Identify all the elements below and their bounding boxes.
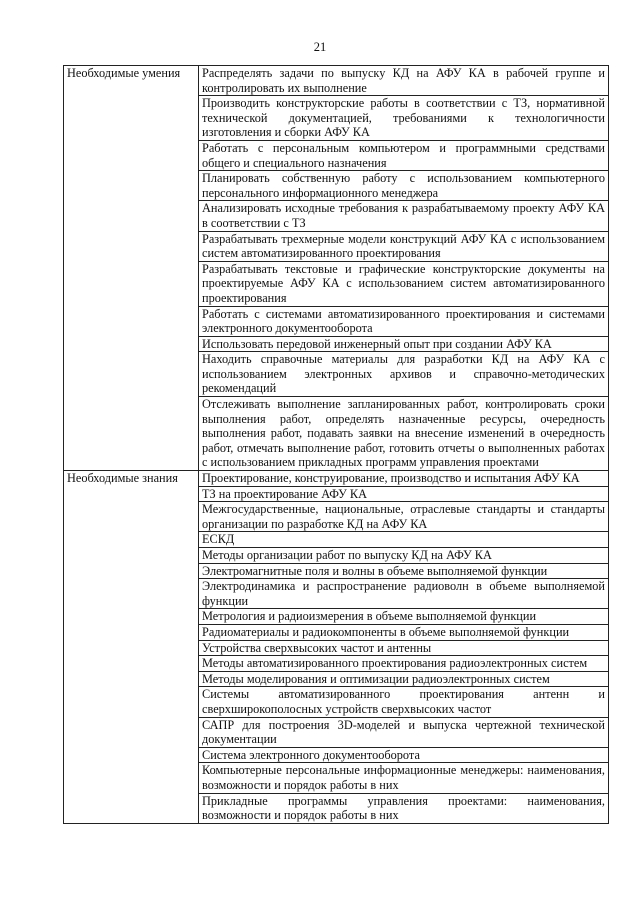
requirement-item: Работать с системами автоматизированного проектирования и системами электронного документооборота	[199, 306, 609, 336]
requirement-item: Электромагнитные поля и волны в объеме выполняемой функции	[199, 563, 609, 579]
section-label: Необходимые знания	[64, 471, 199, 824]
requirement-item: Системы автоматизированного проектирования антенн и сверхширокополосных устройств сверхвысоких частот	[199, 687, 609, 717]
section-label: Необходимые умения	[64, 66, 199, 471]
requirement-item: Межгосударственные, национальные, отраслевые стандарты и стандарты организации по разработке КД на АФУ КА	[199, 502, 609, 532]
requirement-item: Методы моделирования и оптимизации радиоэлектронных систем	[199, 671, 609, 687]
requirement-item: Распределять задачи по выпуску КД на АФУ КА в рабочей группе и контролировать их выполнение	[199, 66, 609, 96]
page-number: 21	[313, 40, 327, 54]
requirement-item: Радиоматериалы и радиокомпоненты в объеме выполняемой функции	[199, 624, 609, 640]
requirement-item: Методы организации работ по выпуску КД на АФУ КА	[199, 548, 609, 564]
requirement-item: Разрабатывать текстовые и графические конструкторские документы на проектируемые АФУ КА с использованием систем автоматизированного проектирования	[199, 261, 609, 306]
requirement-item: Использовать передовой инженерный опыт при создании АФУ КА	[199, 336, 609, 352]
requirement-item: Разрабатывать трехмерные модели конструкций АФУ КА с использованием систем автоматизированного проектирования	[199, 231, 609, 261]
requirement-item: Компьютерные персональные информационные менеджеры: наименования, возможности и порядок работы в них	[199, 763, 609, 793]
requirement-item: Метрология и радиоизмерения в объеме выполняемой функции	[199, 609, 609, 625]
requirement-item: Находить справочные материалы для разработки КД на АФУ КА с использованием электронных архивов и справочно-методических рекомендаций	[199, 352, 609, 397]
requirement-item: Устройства сверхвысоких частот и антенны	[199, 640, 609, 656]
requirement-item: Электродинамика и распространение радиоволн в объеме выполняемой функции	[199, 579, 609, 609]
requirement-item: Анализировать исходные требования к разрабатываемому проекту АФУ КА в соответствии с ТЗ	[199, 201, 609, 231]
requirement-item: ТЗ на проектирование АФУ КА	[199, 486, 609, 502]
requirement-item: Методы автоматизированного проектирования радиоэлектронных систем	[199, 656, 609, 672]
table-body	[64, 66, 609, 824]
requirement-item: Производить конструкторские работы в соответствии с ТЗ, нормативной технической документацией, требованиями к технологичности изготовления и сборки АФУ КА	[199, 96, 609, 141]
table-row	[64, 471, 609, 487]
requirement-item: Система электронного документооборота	[199, 747, 609, 763]
requirement-item: Планировать собственную работу с использованием компьютерного персонального информационного менеджера	[199, 171, 609, 201]
table-row	[64, 66, 609, 96]
requirement-item: Проектирование, конструирование, производство и испытания АФУ КА	[199, 471, 609, 487]
requirements-table	[63, 65, 609, 824]
requirement-item: Отслеживать выполнение запланированных работ, контролировать сроки выполнения работ, определять назначенные ресурсы, очередность выполнения работ, подавать заявки на внесение изменений в очередность работ, отмечать выполнение работ, готовить отчеты о выполненных работах с использованием прикладных программ управления проектами	[199, 397, 609, 471]
requirement-item: САПР для построения 3D-моделей и выпуска чертежной технической документации	[199, 717, 609, 747]
requirement-item: Работать с персональным компьютером и программными средствами общего и специального назначения	[199, 140, 609, 170]
requirement-item: ЕСКД	[199, 532, 609, 548]
requirement-item: Прикладные программы управления проектами: наименования, возможности и порядок работы в них	[199, 793, 609, 823]
